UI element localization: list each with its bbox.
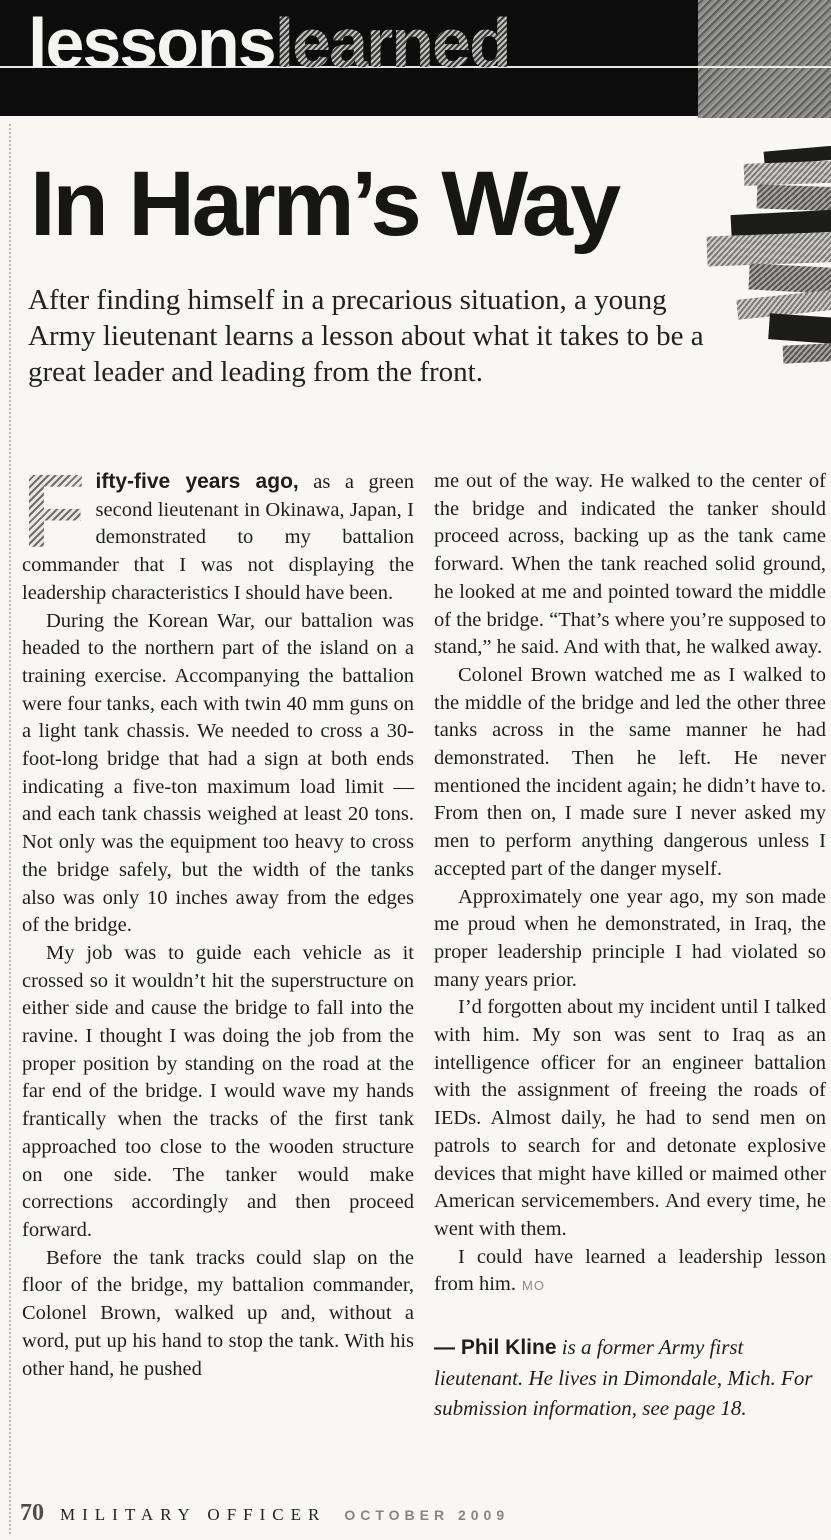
- body-paragraph: me out of the way. He walked to the center of the bridge and indicated the tanker should proceed across, backing up as the tank came forward. When the tank reached solid ground, he looked at me and pointed toward the middle of the bridge. “That’s where you’re supposed to stand,” he said. And with that, he walked away.: [434, 470, 826, 659]
- book-spine-shape: [707, 232, 831, 267]
- left-column: [22, 454, 414, 1423]
- article-body: [22, 454, 826, 1423]
- body-paragraph: Colonel Brown watched me as I walked to the middle of the bridge and led the other three tanks across in the same manner he had demonstrated. Then he left. He never mentioned the incident again; he didn’t have to. From then on, I made sure I never asked my men to perform anything dangerous unless I accepted part of the danger myself.: [434, 663, 826, 880]
- book-spine-shape: [768, 313, 831, 345]
- book-spine-shape: [757, 184, 831, 211]
- book-spine-shape: [783, 342, 831, 363]
- section-masthead: [28, 3, 510, 83]
- article-title: In Harm’s Way: [30, 153, 619, 255]
- closing-text: I could have learned a leadership lesson from him.: [434, 1245, 826, 1296]
- lead-rest-text: as a green second lieutenant in Okinawa, Japan, I demonstrated to my battalion commander that I was not displaying the leadership characteristics I should have been.: [22, 471, 414, 604]
- article-deck: After finding himself in a precarious situation, a young Army lieutenant learns a lesson about what it takes to be a great leader and leading from the front.: [28, 284, 704, 388]
- book-spine-shape: [748, 263, 831, 294]
- body-paragraph: I’d forgotten about my incident until I talked with him. My son was sent to Iraq as an intelligence officer for an engineer battalion with the assignment of freeing the roads of IEDs. Almost daily, he had to send men on patrols to search for and detonate explosive devices that might have killed or maimed other American servicemembers. And every time, he went with them.: [434, 996, 826, 1240]
- author-byline: [434, 1332, 826, 1423]
- lead-paragraph: [22, 454, 414, 608]
- author-name: — Phil Kline: [434, 1336, 557, 1360]
- body-paragraph: Approximately one year ago, my son made me proud when he demonstrated, in Iraq, the proper leadership principle I had violated so many years prior.: [434, 885, 826, 991]
- page-number: 70: [20, 1500, 44, 1526]
- lead-bold-text: ifty-five years ago,: [95, 470, 299, 493]
- fabric-texture-block: [698, 0, 831, 118]
- closing-paragraph: [434, 1244, 826, 1300]
- page-edge-line: [9, 124, 11, 1534]
- author-bio: is a former Army first lieutenant. He lives in Dimondale, Mich. For submission information, see page 18.: [434, 1335, 813, 1421]
- page-footer: [20, 1500, 509, 1527]
- section-banner: [0, 0, 831, 116]
- right-column: [434, 468, 826, 1423]
- body-paragraph: My job was to guide each vehicle as it crossed so it wouldn’t hit the superstructure on either side and cause the bridge to fall into the ravine. I thought I was doing the job from the proper position by standing on the road at the far end of the bridge. I would wave my hands frantically when the tracks of the first tank approached too close to the wooden structure on one side. The tanker would make corrections accordingly and then proceed forward.: [22, 941, 414, 1241]
- body-paragraph: Before the tank tracks could slap on the floor of the bridge, my battalion commander, Colonel Brown, walked up and, without a word, put up his hand to stop the tank. With his other hand, he pushed: [22, 1246, 414, 1380]
- dropcap-letter: F: [22, 454, 86, 570]
- magazine-name: MILITARY OFFICER: [60, 1505, 327, 1524]
- end-of-article-mark: MO: [522, 1278, 545, 1294]
- body-paragraph: During the Korean War, our battalion was headed to the northern part of the island on a training exercise. Accompanying the battalion were four tanks, each with twin 40 mm guns on a light tank chassis. We needed to cross a 30-foot-long bridge that had a sign at both ends indicating a five-ton maximum load limit — and each tank chassis weighed at least 20 tons. Not only was the equipment too heavy to cross the bridge safely, but the width of the tanks also was only 10 inches away from the edges of the bridge.: [22, 609, 414, 937]
- book-spine-shape: [744, 160, 831, 186]
- masthead-word-learned: learned: [274, 4, 510, 82]
- masthead-word-lessons: lessons: [28, 4, 275, 82]
- issue-date: OCTOBER 2009: [344, 1507, 510, 1523]
